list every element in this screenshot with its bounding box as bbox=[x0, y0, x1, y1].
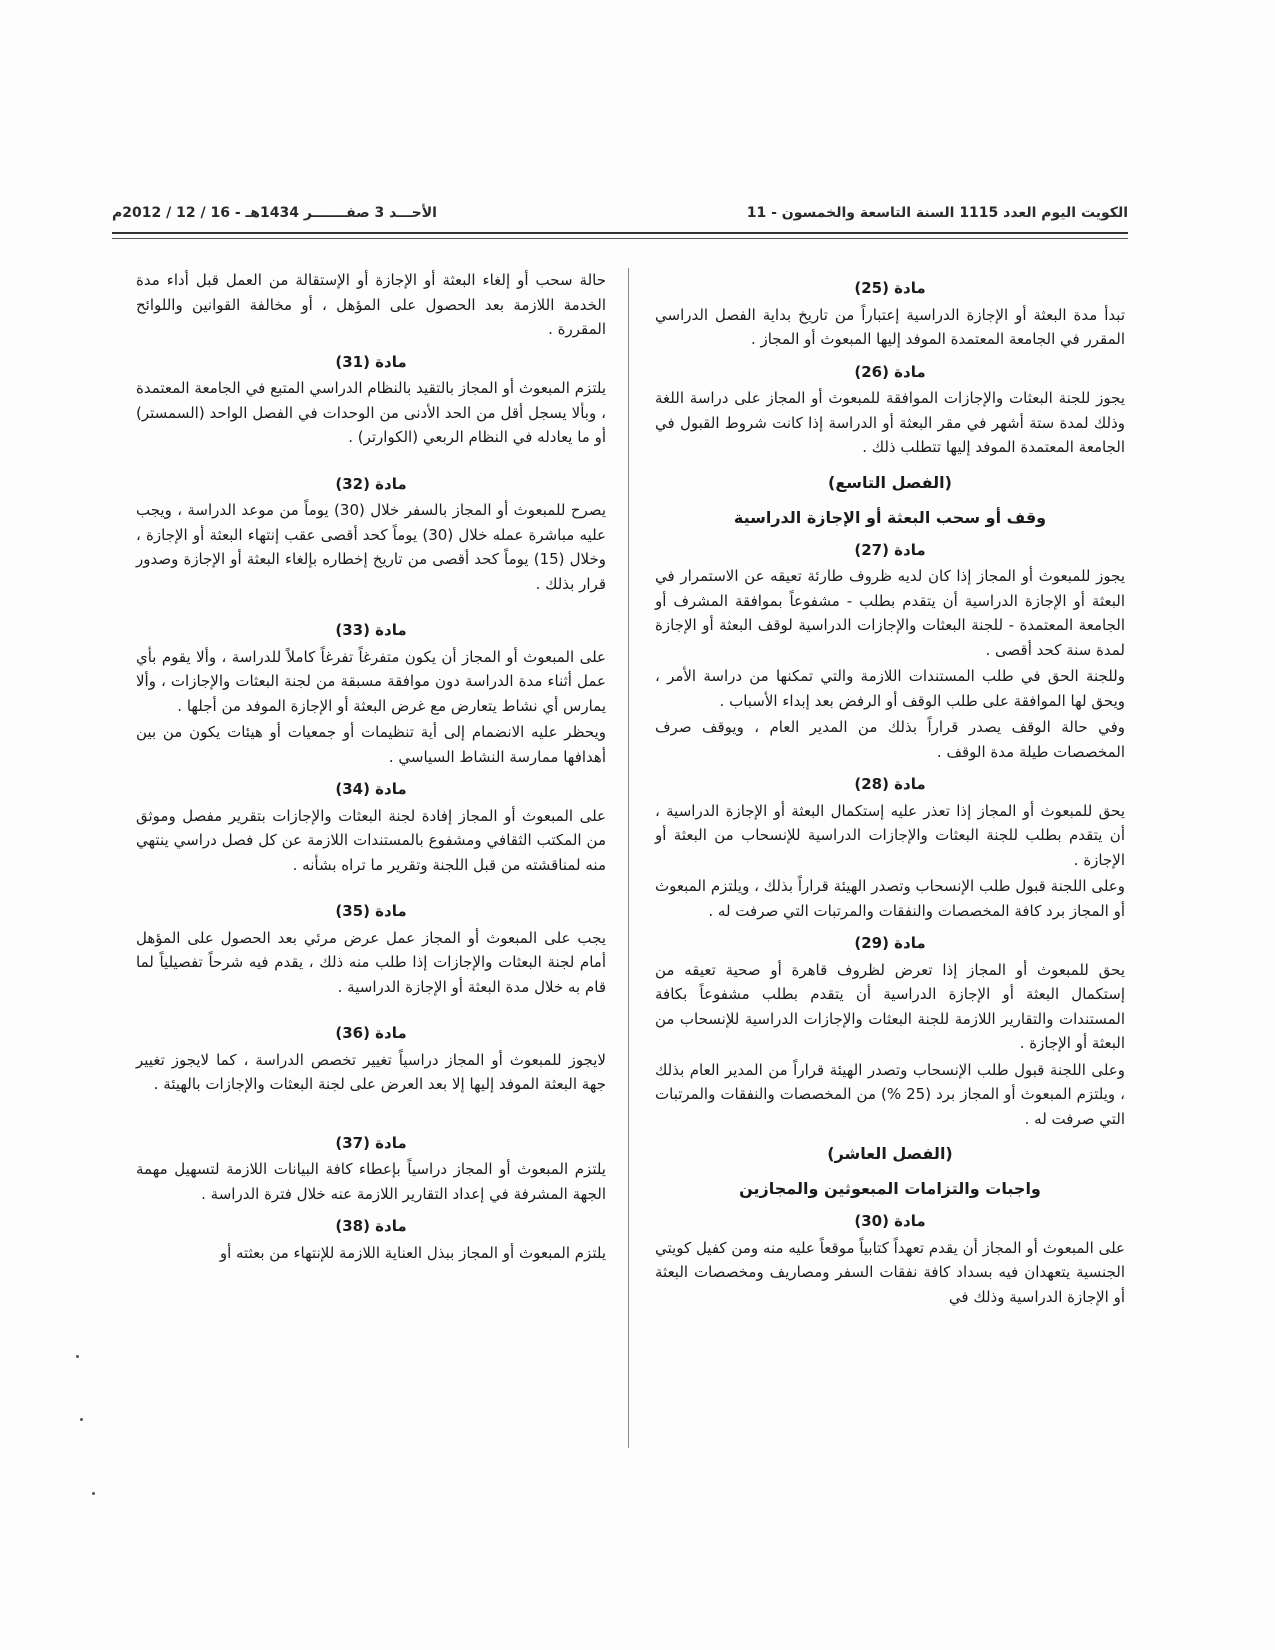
left-column bbox=[136, 268, 606, 1267]
article-paragraph: حالة سحب أو إلغاء البعثة أو الإجازة أو الإستقالة من العمل قبل أداء مدة الخدمة اللازمة بعد الحصول على المؤهل ، أو مخالفة القوانين واللوائح المقررة . bbox=[136, 271, 606, 338]
header-rule bbox=[112, 232, 1128, 239]
article-paragraph: وللجنة الحق في طلب المستندات اللازمة والتي تمكنها من دراسة الأمر ، ويحق لها الموافقة على طلب الوقف أو الرفض بعد إبداء الأسباب . bbox=[655, 667, 1125, 710]
article-paragraph: يحق للمبعوث أو المجاز إذا تعذر عليه إستكمال البعثة أو الإجازة الدراسية ، أن يتقدم بطلب للجنة البعثات والإجازات الدراسية للإنسحاب من البعثة أو الإجازة . bbox=[655, 801, 1125, 869]
header-publication-info: الكويت اليوم العدد 1115 السنة التاسعة والخمسون - 11 bbox=[746, 205, 1128, 221]
article-heading: مادة (26) bbox=[854, 362, 926, 381]
article-paragraph: ويحظر عليه الانضمام إلى أية تنظيمات أو جمعيات أو هيئات يكون من بين أهدافها ممارسة النشاط السياسي . bbox=[136, 723, 606, 766]
article-paragraph: وعلى اللجنة قبول طلب الإنسحاب وتصدر الهيئة قراراً من المدير العام بذلك ، ويلتزم المبعوث أو المجاز برد (25 %) من المخصصات والنفقات والمرتبات التي صرفت له . bbox=[655, 1060, 1125, 1128]
article-heading: مادة (37) bbox=[335, 1133, 407, 1152]
column-divider bbox=[628, 268, 629, 1448]
spacer bbox=[136, 879, 606, 891]
chapter-heading: (الفصل التاسع) bbox=[828, 472, 952, 492]
article-heading: مادة (28) bbox=[854, 775, 926, 793]
article-heading: مادة (31) bbox=[335, 352, 407, 371]
article-paragraph: يلتزم المبعوث أو المجاز بالتقيد بالنظام الدراسي المتبع في الجامعة المعتمدة ، وبألا يسجل أقل من الحد الأدنى من الوحدات في الفصل الواحد (السمستر) أو ما يعادله في النظام الربعي (الكوارتر) . bbox=[136, 379, 606, 446]
article-paragraph: يجب على المبعوث أو المجاز عمل عرض مرئي بعد الحصول على المؤهل أمام لجنة البعثات والإجازات إذا طلب منه ذلك ، يقدم فيه شرحاً تفصيلياً لما قام به خلال مدة البعثة أو الإجازة الدراسية . bbox=[136, 928, 606, 996]
spacer bbox=[136, 1111, 606, 1123]
spacer bbox=[136, 452, 606, 464]
article-paragraph: على المبعوث أو المجاز أن يكون متفرغاً تفرغاً كاملاً للدراسة ، وألا يقوم بأي عمل أثناء مدة الدراسة دون موافقة مسبقة من لجنة البعثات والإجازات ، وألا يمارس أي نشاط يتعارض مع غرض البعثة أو الإجازة الموفد من أجلها . bbox=[136, 647, 606, 715]
chapter-heading: واجبات والتزامات المبعوثين والمجازين bbox=[739, 1179, 1041, 1198]
article-heading: مادة (30) bbox=[854, 1212, 926, 1230]
article-heading: مادة (36) bbox=[335, 1024, 407, 1042]
article-heading: مادة (38) bbox=[335, 1217, 407, 1235]
article-paragraph: يلتزم المبعوث أو المجاز ببذل العناية اللازمة للإنتهاء من بعثته أو bbox=[219, 1243, 606, 1262]
scan-speck bbox=[76, 1355, 79, 1358]
article-paragraph: وفي حالة الوقف يصدر قراراً بذلك من المدير العام ، ويوقف صرف المخصصات طيلة مدة الوقف . bbox=[655, 718, 1125, 761]
article-heading: مادة (35) bbox=[335, 902, 407, 920]
spacer bbox=[136, 598, 606, 610]
header-date: الأحـــد 3 صفـــــــر 1434هـ - 16 / 12 / 2012م bbox=[112, 205, 437, 221]
article-paragraph: لايجوز للمبعوث أو المجاز دراسياً تغيير تخصص الدراسة ، كما لايجوز تغيير جهة البعثة الموفد إليها إلا بعد العرض على لجنة البعثات والإجازات بالهيئة . bbox=[136, 1050, 606, 1093]
article-paragraph: يلتزم المبعوث أو المجاز دراسياً بإعطاء كافة البيانات اللازمة لتسهيل مهمة الجهة المشرفة في إعداد التقارير اللازمة عنه خلال فترة الدراسة . bbox=[136, 1160, 606, 1203]
article-paragraph: يجوز للجنة البعثات والإجازات الموافقة للمبعوث أو المجاز على دراسة اللغة وذلك لمدة ستة أشهر في مقر البعثة أو الدراسة إذا كانت شروط القبول في الجامعة المعتمدة الموفد إليها تتطلب ذلك . bbox=[655, 389, 1125, 456]
right-column bbox=[655, 268, 1125, 1311]
article-heading: مادة (33) bbox=[335, 621, 407, 639]
article-paragraph: يحق للمبعوث أو المجاز إذا تعرض لظروف قاهرة أو صحية تعيقه من إستكمال البعثة أو الإجازة الدراسية أن يتقدم بطلب مشفوعاً بكافة المستندات والتقارير اللازمة للجنة البعثات والإجازات الدراسية للإنسحاب من البعثة أو الإجازة . bbox=[655, 960, 1125, 1052]
article-heading: مادة (32) bbox=[335, 474, 407, 493]
scan-speck bbox=[80, 1418, 83, 1421]
page-header bbox=[112, 200, 1128, 226]
article-heading: مادة (25) bbox=[854, 279, 926, 297]
spacer bbox=[136, 1099, 606, 1111]
article-heading: مادة (34) bbox=[335, 780, 407, 798]
spacer bbox=[136, 1001, 606, 1013]
chapter-heading: (الفصل العاشر) bbox=[827, 1144, 953, 1163]
article-heading: مادة (29) bbox=[854, 934, 926, 952]
chapter-heading: وقف أو سحب البعثة أو الإجازة الدراسية bbox=[733, 507, 1047, 527]
article-paragraph: على المبعوث أو المجاز إفادة لجنة البعثات والإجازات بتقرير مفصل وموثق من المكتب الثقافي ومشفوع بالمستندات اللازمة عن كل فصل دراسي ينتهي منه لمناقشته من قبل اللجنة وتقرير ما تراه بشأنه . bbox=[136, 806, 606, 874]
article-paragraph: تبدأ مدة البعثة أو الإجازة الدراسية إعتباراً من تاريخ بداية الفصل الدراسي المقرر في الجامعة المعتمدة الموفد إليها المبعوث أو المجاز . bbox=[655, 305, 1125, 348]
article-paragraph: وعلى اللجنة قبول طلب الإنسحاب وتصدر الهيئة قراراً بذلك ، ويلتزم المبعوث أو المجاز برد كافة المخصصات والنفقات والمرتبات التي صرفت له . bbox=[655, 877, 1125, 920]
article-paragraph: يصرح للمبعوث أو المجاز بالسفر خلال (30) يوماً من موعد الدراسة ، ويجب عليه مباشرة عمله خلال (30) يوماً كحد أقصى عقب إنتهاء البعثة أو الإجازة ، وخلال (15) يوماً كحد أقصى من تاريخ إخطاره بإلغاء البعثة أو الإجازة وصدور قرار بذلك . bbox=[136, 501, 606, 593]
article-heading: مادة (27) bbox=[854, 540, 926, 559]
article-paragraph: على المبعوث أو المجاز أن يقدم تعهداً كتابياً موقعاً عليه منه ومن كفيل كويتي الجنسية يتعهدان فيه بسداد كافة نفقات السفر ومصاريف ومخصصات البعثة أو الإجازة الدراسية وذلك في bbox=[655, 1238, 1125, 1306]
article-paragraph: يجوز للمبعوث أو المجاز إذا كان لديه ظروف طارئة تعيقه عن الاستمرار في البعثة أو الإجازة الدراسية أن يتقدم بطلب - مشفوعاً بموافقة المشرف أو الجامعة المعتمدة - للجنة البعثات والإجازات الدراسية لوقف البعثة أو الإجازة لمدة سنة كحد أقصى . bbox=[655, 567, 1125, 659]
scan-speck bbox=[92, 1492, 95, 1495]
